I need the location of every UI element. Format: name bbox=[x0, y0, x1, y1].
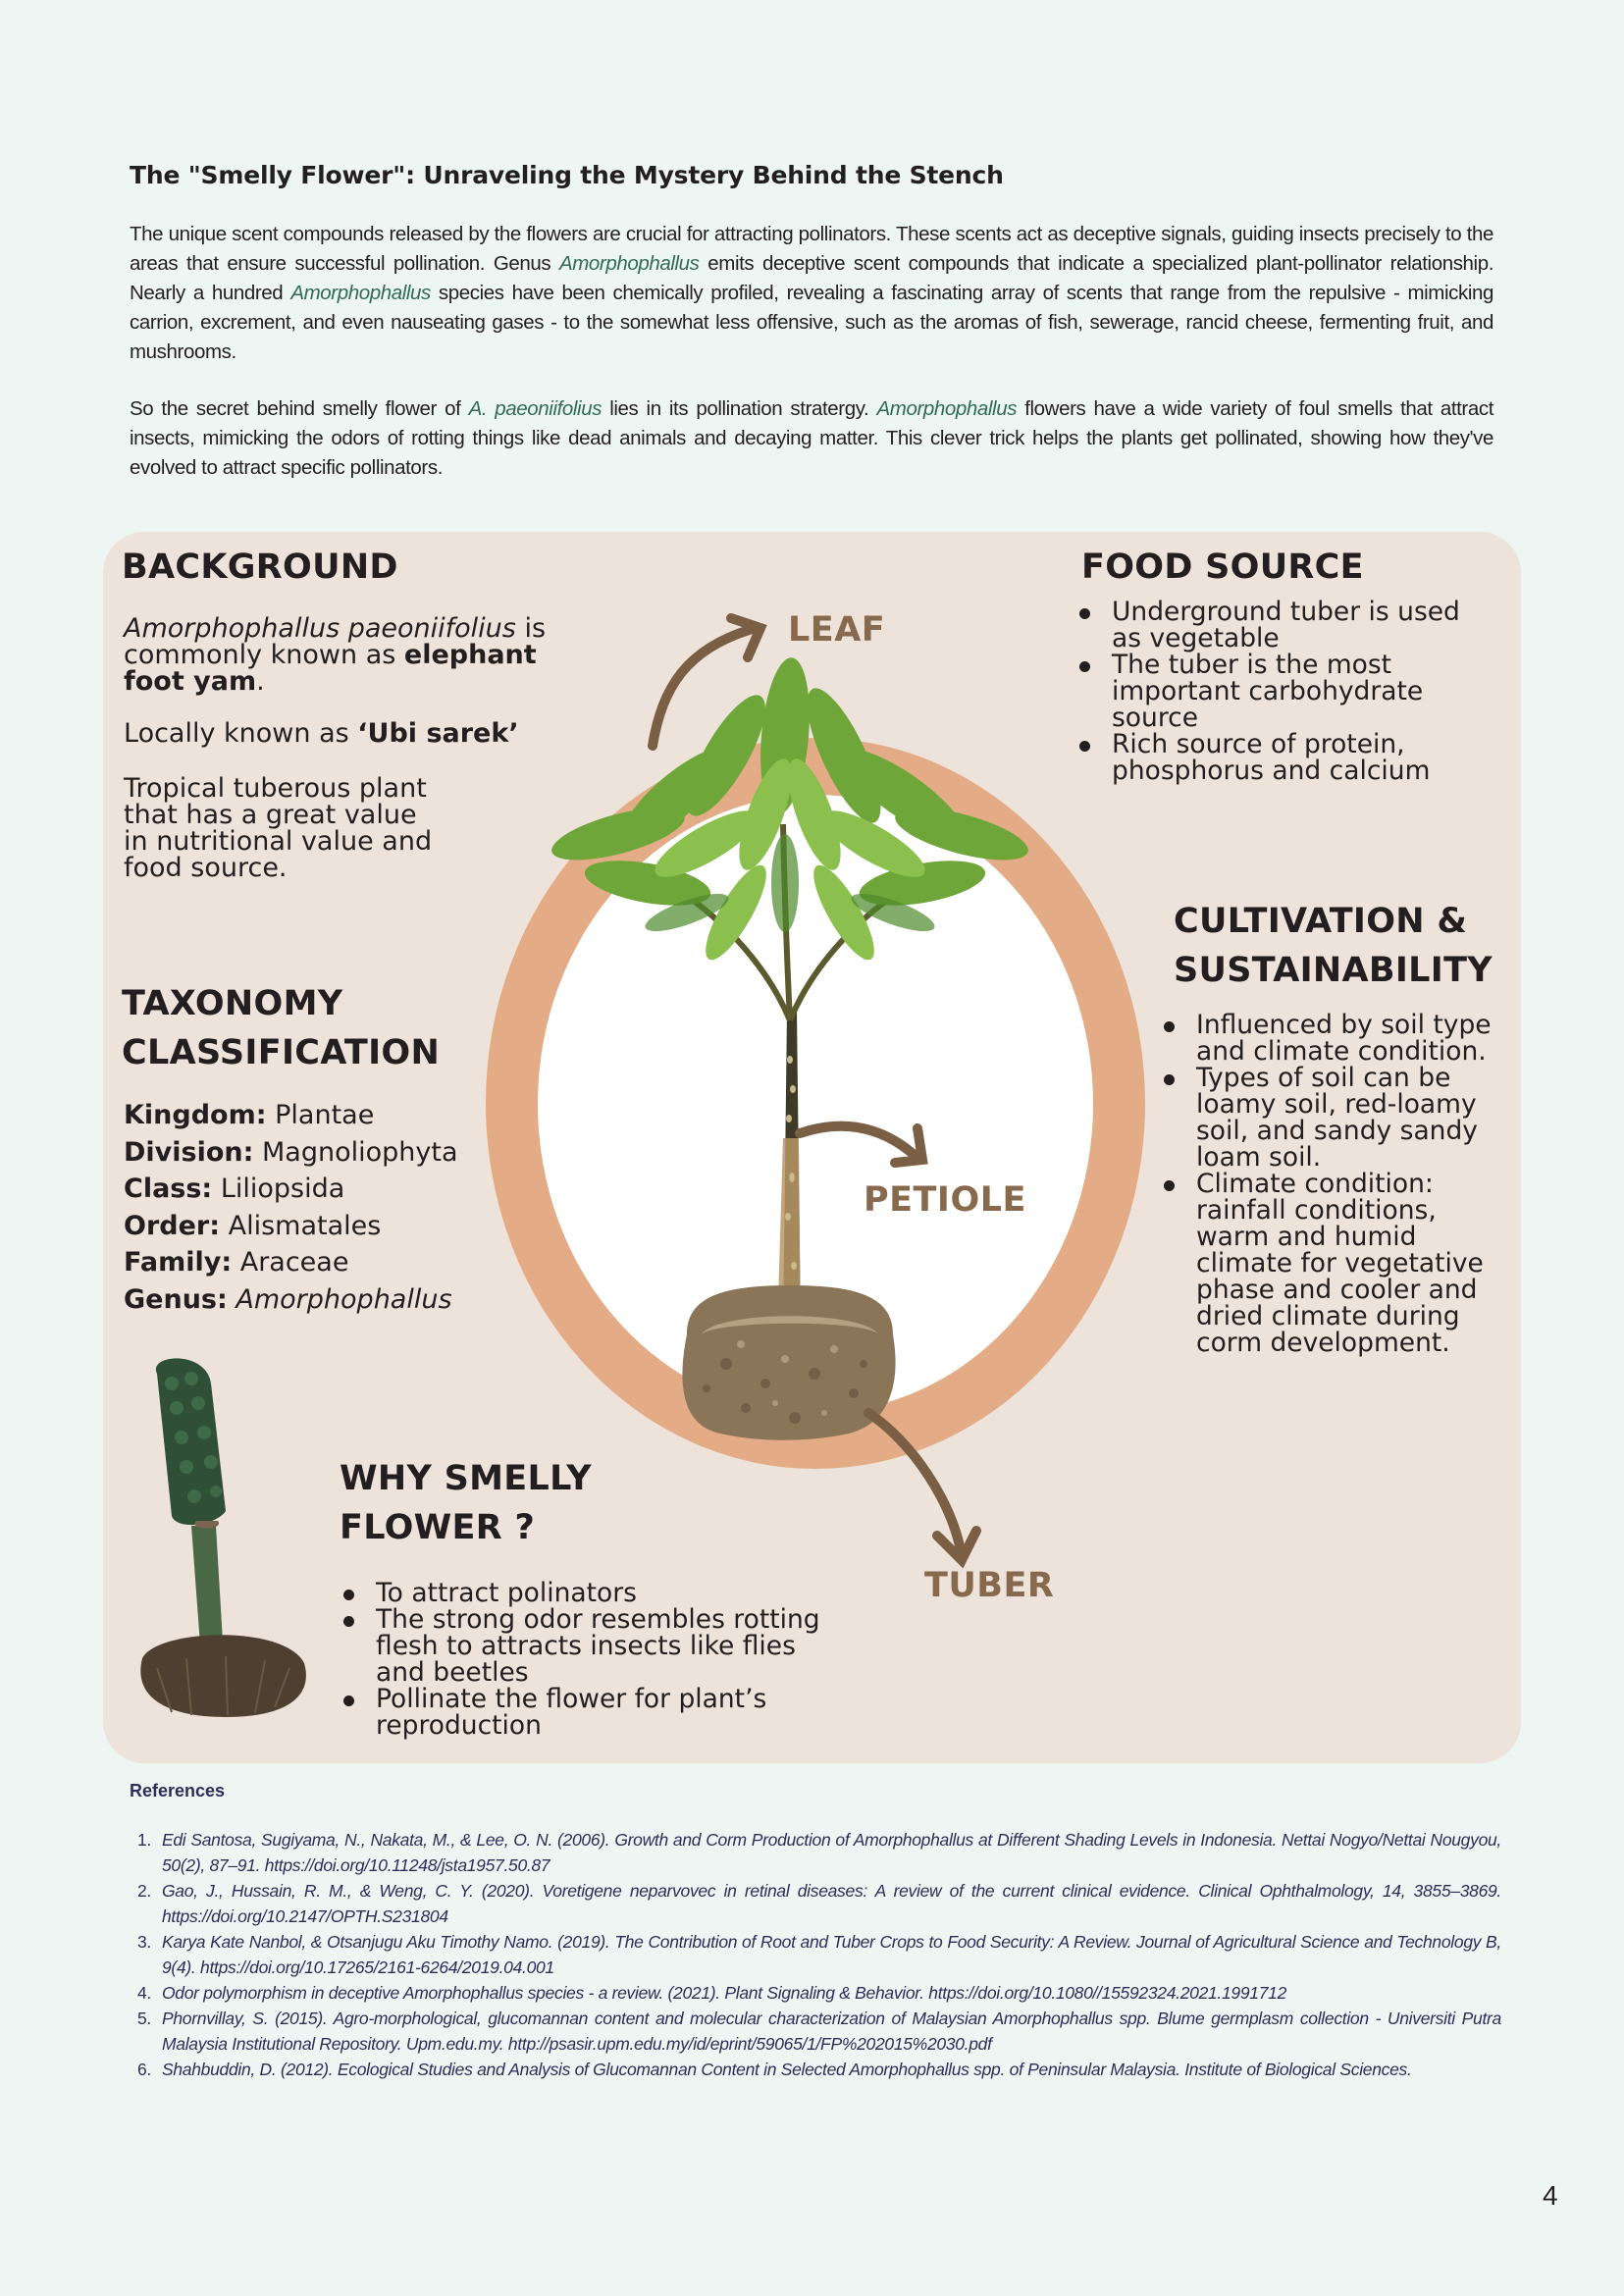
taxonomy-label: Kingdom: bbox=[124, 1100, 267, 1130]
reference-text: Shahbuddin, D. (2012). Ecological Studies and Analysis of Glucomannan Content in Selected Amorphophallus spp. of Peninsular Malaysia. Institute of Biological Sciences. bbox=[162, 2060, 1412, 2079]
taxonomy-row bbox=[124, 1134, 458, 1172]
reference-item bbox=[137, 1827, 1501, 1878]
tuber-label: TUBER bbox=[924, 1566, 1055, 1605]
taxonomy-row bbox=[124, 1097, 458, 1134]
flower-spadix-illustration bbox=[118, 1344, 324, 1717]
references-list bbox=[137, 1827, 1501, 2082]
species-name: Amorphophallus bbox=[558, 252, 700, 275]
taxonomy-value: Liliopsida bbox=[220, 1174, 345, 1204]
reference-text: Edi Santosa, Sugiyama, N., Nakata, M., & Lee, O. N. (2006). Growth and Corm Production of Amorphophallus at Different Shading Levels in Indonesia. Nettai Nogyo/Nettai Nougyou, 50(2), 87–91. https://doi.org/10.11248/jsta1957.50.87 bbox=[162, 1830, 1501, 1875]
species-name: Amorphophallus bbox=[290, 282, 431, 304]
list-item: Climate condition: rainfall conditions, warm and humid climate for vegetative phase and cooler and dried climate during corm development. bbox=[1160, 1171, 1493, 1356]
common-name: elephant foot yam bbox=[124, 640, 537, 697]
taxonomy-label: Family: bbox=[124, 1247, 233, 1278]
why-smelly-heading-line-2: FLOWER ? bbox=[340, 1508, 536, 1547]
list-item: Rich source of protein, phosphorus and calcium bbox=[1075, 731, 1488, 784]
taxonomy-row bbox=[124, 1208, 458, 1245]
taxonomy-heading bbox=[122, 979, 440, 1077]
taxonomy-label: Division: bbox=[124, 1136, 254, 1168]
species-name: A. paeoniifolius bbox=[468, 397, 602, 420]
tuber-arrow-icon bbox=[868, 1413, 976, 1560]
why-smelly-heading bbox=[340, 1454, 592, 1552]
taxonomy-value: Araceae bbox=[239, 1247, 349, 1278]
reference-text: Odor polymorphism in deceptive Amorphophallus species - a review. (2021). Plant Signaling & Behavior. https://doi.org/10.1080//15592324.2021.1991712 bbox=[162, 1983, 1287, 2003]
reference-item bbox=[137, 1980, 1501, 2006]
taxonomy-label: Order: bbox=[124, 1210, 221, 1241]
article-title: The "Smelly Flower": Unraveling the Mystery Behind the Stench bbox=[130, 161, 1004, 189]
taxonomy-row bbox=[124, 1244, 458, 1281]
species-name: Amorphophallus paeoniifolius bbox=[124, 613, 516, 644]
paragraph-text: emits deceptive scent compounds that indicate a specialized plant-pollinator relationship. Nearly a hundred bbox=[130, 252, 1493, 304]
background-paragraph-2 bbox=[124, 720, 519, 747]
reference-item bbox=[137, 1929, 1501, 1980]
cultivation-heading bbox=[1174, 897, 1493, 995]
reference-item bbox=[137, 1878, 1501, 1929]
taxonomy-row bbox=[124, 1171, 458, 1208]
references-heading: References bbox=[130, 1781, 226, 1800]
reference-number: 5. bbox=[137, 2009, 151, 2028]
taxonomy-value: Magnoliophyta bbox=[262, 1136, 458, 1168]
reference-number: 6. bbox=[137, 2060, 151, 2079]
paragraph-text: So the secret behind smelly flower of bbox=[130, 397, 469, 420]
reference-text: Phornvillay, S. (2015). Agro-morphological, glucomannan content and molecular characterization of Malaysian Amorphophallus spp. Blume germplasm collection - Universiti Putra Malaysia Institutional Repository. Upm.edu.my. http://psasir.upm.edu.my/id/eprint/59065/1/FP%202015%2030.pdf bbox=[162, 2009, 1501, 2054]
reference-item bbox=[137, 2057, 1501, 2082]
food-source-heading: FOOD SOURCE bbox=[1081, 548, 1364, 587]
text: Locally known as bbox=[124, 718, 358, 749]
food-source-list bbox=[1075, 599, 1488, 784]
page-number: 4 bbox=[1543, 2180, 1558, 2211]
why-smelly-heading-line-1: WHY SMELLY bbox=[340, 1459, 592, 1498]
petiole-label: PETIOLE bbox=[864, 1180, 1026, 1220]
reference-number: 4. bbox=[137, 1983, 151, 2003]
taxonomy-row bbox=[124, 1281, 458, 1319]
paragraph-text: species have been chemically profiled, revealing a fascinating array of scents that range from the repulsive - mimicking carrion, excrement, and even nauseating gases - to the somewhat less offensive, such as the aromas of fish, sewerage, rancid cheese, fermenting fruit, and mushrooms. bbox=[130, 282, 1493, 363]
reference-text: Gao, J., Hussain, R. M., & Weng, C. Y. (2020). Voretigene neparvovec in retinal diseases: A review of the current clinical evidence. Clinical Ophthalmology, 14, 3855–3869. https://doi.org/10.2147/OPTH.S231804 bbox=[162, 1881, 1501, 1926]
list-item: To attract polinators bbox=[340, 1580, 850, 1606]
taxonomy-label: Class: bbox=[124, 1174, 213, 1204]
petiole-arrow-icon bbox=[800, 1126, 922, 1163]
intro-paragraph-1 bbox=[130, 220, 1493, 367]
reference-number: 1. bbox=[137, 1830, 151, 1850]
list-item: Underground tuber is used as vegetable bbox=[1075, 599, 1488, 652]
taxonomy-list bbox=[124, 1097, 458, 1318]
taxonomy-value: Plantae bbox=[275, 1100, 375, 1130]
list-item: Influenced by soil type and climate condition. bbox=[1160, 1012, 1493, 1065]
paragraph-text: flowers have a wide variety of foul smells that attract insects, mimicking the odors of rotting things like dead animals and decaying matter. This clever trick helps the plants get pollinated, showing how they've evolved to attract specific pollinators. bbox=[130, 397, 1494, 479]
cultivation-heading-line-1: CULTIVATION & bbox=[1174, 902, 1468, 941]
why-smelly-list bbox=[340, 1580, 850, 1739]
paragraph-text: lies in its pollination stratergy. bbox=[602, 397, 877, 420]
paragraph-text: The unique scent compounds released by the flowers are crucial for attracting pollinators. These scents act as deceptive signals, guiding insects precisely to the areas that ensure successful pollination. Genus bbox=[130, 223, 1493, 275]
reference-text: Karya Kate Nanbol, & Otsanjugu Aku Timothy Namo. (2019). The Contribution of Root and Tuber Crops to Food Security: A Review. Journal of Agricultural Science and Technology B, 9(4). https://doi.org/10.17265/2161-6264/2019.04.001 bbox=[162, 1932, 1501, 1977]
text: is commonly known as bbox=[124, 613, 547, 670]
taxonomy-value: Alismatales bbox=[228, 1210, 382, 1241]
taxonomy-label: Genus: bbox=[124, 1283, 228, 1315]
local-name: ‘Ubi sarek’ bbox=[357, 718, 519, 749]
list-item: Types of soil can be loamy soil, red-loamy soil, and sandy sandy loam soil. bbox=[1160, 1065, 1493, 1171]
taxonomy-value: Amorphophallus bbox=[236, 1283, 452, 1315]
tuber-image bbox=[682, 1285, 895, 1440]
taxonomy-heading-line-1: TAXONOMY bbox=[122, 984, 343, 1023]
cultivation-list bbox=[1160, 1012, 1493, 1356]
background-paragraph-1 bbox=[124, 615, 604, 695]
reference-number: 2. bbox=[137, 1881, 151, 1901]
intro-paragraph-2 bbox=[130, 394, 1493, 483]
background-paragraph-3: Tropical tuberous plant that has a great value in nutritional value and food source. bbox=[124, 773, 433, 883]
leaf-label: LEAF bbox=[788, 610, 886, 650]
species-name: Amorphophallus bbox=[876, 397, 1018, 420]
list-item: The strong odor resembles rotting flesh to attracts insects like flies and beetles bbox=[340, 1606, 850, 1686]
list-item: The tuber is the most important carbohydrate source bbox=[1075, 652, 1488, 731]
cultivation-heading-line-2: SUSTAINABILITY bbox=[1174, 951, 1493, 990]
list-item: Pollinate the flower for plant’s reproduction bbox=[340, 1686, 850, 1739]
reference-number: 3. bbox=[137, 1932, 151, 1952]
text: . bbox=[256, 666, 265, 697]
reference-item bbox=[137, 2006, 1501, 2057]
background-heading: BACKGROUND bbox=[122, 548, 398, 587]
taxonomy-heading-line-2: CLASSIFICATION bbox=[122, 1033, 441, 1072]
leaf-canopy-image bbox=[547, 655, 1033, 966]
